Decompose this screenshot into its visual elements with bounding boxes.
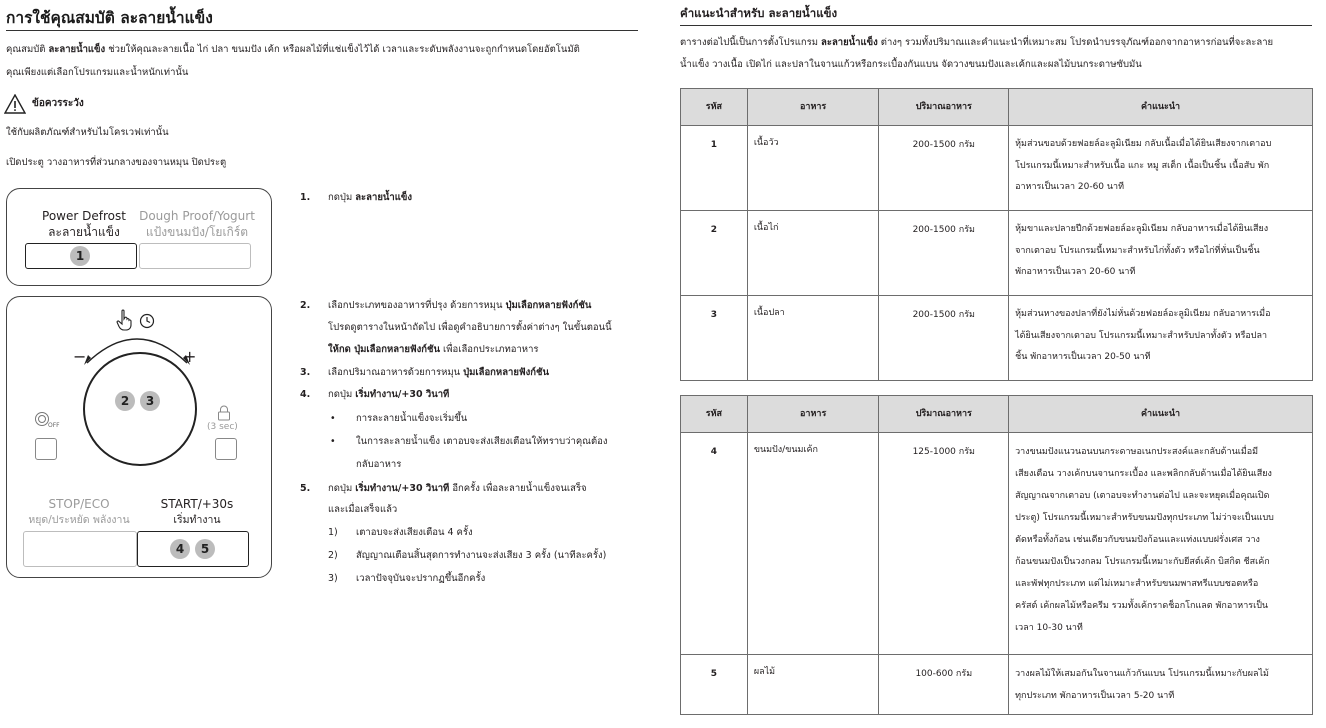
cell-code: 1 — [681, 126, 748, 211]
instruction-line: วางผลไม้ให้เสมอกันในจานแก้วกันแบน โปรแกรมนี้เหมาะกับผลไม้ — [1015, 669, 1269, 679]
col-header-code: รหัส — [681, 89, 748, 126]
instruction-line: ประตู) โปรแกรมนี้เหมาะสำหรับขนมปังทุกประเภท ไม่ว่าจะเป็นแบบ — [1015, 513, 1274, 523]
cell-instructions — [1009, 433, 1313, 655]
start-step-badge: 4 — [170, 539, 190, 559]
control-panel-dial — [6, 296, 272, 578]
cell-quantity: 200-1500 กรัม — [879, 211, 1009, 296]
off-label: OFF — [48, 422, 60, 429]
table-header-row — [681, 89, 1313, 126]
instruction-line: ชิ้น พักอาหารเป็นเวลา 20-50 นาที — [1015, 352, 1151, 362]
dough-proof-label: Dough Proof/Yogurt — [139, 209, 255, 223]
step-number: 4. — [300, 389, 311, 400]
stop-eco-label: STOP/ECO — [48, 497, 110, 511]
intro-bold: ละลายน้ำแข็ง — [821, 37, 878, 48]
cell-quantity: 100-600 กรัม — [879, 655, 1009, 715]
step-number: 1. — [300, 192, 311, 203]
lock-icon — [217, 405, 231, 421]
stop-eco-button[interactable] — [23, 531, 137, 567]
control-panel-defrost — [6, 188, 272, 286]
lock-hold-label: (3 sec) — [207, 422, 238, 432]
step-text: กดปุ่ม — [328, 389, 356, 400]
cell-code: 2 — [681, 211, 748, 296]
cell-quantity: 125-1000 กรัม — [879, 433, 1009, 655]
start-th-label: เริ่มทำงาน — [173, 514, 221, 526]
bullet-text-1: การละลายน้ำแข็งจะเริ่มขึ้น — [356, 413, 468, 424]
instruction-line: จากเตาอบ โปรแกรมนี้เหมาะสำหรับไก่ทั้งตัว หรือไก่ที่หั่นเป็นชิ้น — [1015, 245, 1260, 256]
stop-eco-th-label: หยุด/ประหยัด พลังงาน — [28, 514, 130, 526]
defrost-table-1 — [680, 88, 1313, 381]
instruction-line: ครัสต์ เค้กผลไม้หรือครีม รวมทั้งเค้กราดช็อกโกแลต พักอาหารเป็น — [1015, 601, 1269, 611]
step-number: 5. — [300, 483, 311, 494]
step-text: เลือกปริมาณอาหารด้วยการหมุน — [328, 367, 464, 378]
col-header-food: อาหาร — [747, 396, 879, 433]
cell-food: เนื้อปลา — [747, 296, 879, 381]
step-4-text — [328, 387, 449, 403]
section-divider — [680, 25, 1312, 26]
cell-quantity: 200-1500 กรัม — [879, 296, 1009, 381]
table-row — [681, 211, 1313, 296]
sub-number: 1) — [328, 527, 338, 538]
dough-proof-button[interactable] — [139, 243, 251, 269]
power-defrost-th-label: ละลายน้ำแข็ง — [48, 225, 120, 239]
step-text: เพื่อเลือกประเภทอาหาร — [440, 344, 539, 355]
intro-line-2: คุณเพียงแต่เลือกโปรแกรมและน้ำหนักเท่านั้น — [6, 67, 189, 78]
start-label: START/+30s — [160, 497, 234, 511]
instruction-line: อาหารเป็นเวลา 20-60 นาที — [1015, 182, 1125, 192]
table-row — [681, 655, 1313, 715]
instruction-line: ทุกประเภท พักอาหารเป็นเวลา 5-20 นาที — [1015, 691, 1175, 701]
step-5-line-1 — [328, 481, 587, 497]
power-defrost-button[interactable] — [25, 243, 137, 269]
col-header-instructions: คำแนะนำ — [1009, 89, 1313, 126]
instruction-line: ตัดหรือทั้งก้อน เช่นเดียวกับขนมปังก้อนและแท่งแบบฝรั่งเศส วาง — [1015, 535, 1260, 545]
cell-instructions — [1009, 296, 1313, 381]
multi-function-dial[interactable] — [83, 352, 197, 466]
step-bold: ปุ่มเลือกหลายฟังก์ชัน — [463, 367, 549, 378]
sub-text-2: สัญญาณเตือนสิ้นสุดการทำงานจะส่งเสียง 3 ครั้ง (นาทีละครั้ง) — [356, 550, 607, 561]
cell-food: ผลไม้ — [747, 655, 879, 715]
bullet: • — [330, 436, 336, 447]
instruction-line: หุ้มส่วนหางของปลาที่ยังไม่หั่นด้วยฟอยล์อะลูมิเนียม กลับอาหารเมื่อ — [1015, 309, 1271, 319]
col-header-instructions: คำแนะนำ — [1009, 396, 1313, 433]
step-5-line-2: และเมื่อเสร็จแล้ว — [328, 504, 398, 515]
step-badge: 1 — [70, 246, 90, 266]
step-bold: ปุ่มเลือกหลายฟังก์ชัน — [505, 300, 592, 311]
step-number: 2. — [300, 300, 311, 311]
bullet-text-2b: กลับอาหาร — [356, 459, 402, 470]
cell-code: 5 — [681, 655, 748, 715]
dial-step-badge: 3 — [140, 391, 160, 411]
child-lock-button[interactable] — [215, 438, 237, 460]
cell-quantity: 200-1500 กรัม — [879, 126, 1009, 211]
col-header-food: อาหาร — [747, 89, 879, 126]
sub-text-1: เตาอบจะส่งเสียงเตือน 4 ครั้ง — [356, 527, 473, 538]
dial-step-badge: 2 — [115, 391, 135, 411]
cell-instructions — [1009, 211, 1313, 296]
intro-line-1 — [6, 42, 580, 58]
section-title: คำแนะนำสำหรับ ละลายน้ำแข็ง — [680, 6, 838, 20]
sub-number: 3) — [328, 573, 338, 584]
step-bold: เริ่มทำงาน/+30 วินาที — [355, 483, 450, 494]
instruction-line: โปรแกรมนี้เหมาะสำหรับเนื้อ แกะ หมู สเต็ก เนื้อเป็นชิ้น เนื้อสับ พัก — [1015, 160, 1270, 171]
start-step-badge: 5 — [195, 539, 215, 559]
step-2-line-1 — [328, 298, 591, 314]
step-1-text — [328, 190, 412, 206]
cell-food: ขนมปัง/ขนมเค้ก — [747, 433, 879, 655]
table-intro-line-1 — [680, 35, 1273, 51]
bullet: • — [330, 413, 336, 424]
col-header-code: รหัส — [681, 396, 748, 433]
instruction-line: พักอาหารเป็นเวลา 20-60 นาที — [1015, 267, 1136, 277]
step-bold: เริ่มทำงาน/+30 วินาที — [355, 389, 450, 400]
step-bold: ให้กด ปุ่มเลือกหลายฟังก์ชัน — [328, 344, 440, 355]
instruction-line: สัญญาณจากเตาอบ (เตาอบจะทำงานต่อไป และจะหยุดเมื่อคุณเปิด — [1015, 491, 1270, 501]
table-row — [681, 433, 1313, 655]
table-header-row — [681, 396, 1313, 433]
step-3-text — [328, 365, 549, 381]
step-2-line-2: โปรดดูตารางในหน้าถัดไป เพื่อดูคำอธิบายการตั้งค่าต่างๆ ในขั้นตอนนี้ — [328, 322, 612, 333]
title-divider — [6, 30, 638, 31]
table-row — [681, 126, 1313, 211]
instruction-line: เวลา 10-30 นาที — [1015, 623, 1083, 633]
intro-bold: ละลายน้ำแข็ง — [48, 44, 106, 55]
cell-code: 3 — [681, 296, 748, 381]
caution-line-2: เปิดประตู วางอาหารที่ส่วนกลางของจานหมุน ปิดประตู — [6, 157, 227, 168]
step-2-line-3 — [328, 342, 539, 358]
table-row — [681, 296, 1313, 381]
step-text: กดปุ่ม — [328, 483, 356, 494]
intro-text-rest: ช่วยให้คุณละลายเนื้อ ไก่ ปลา ขนมปัง เค้ก หรือผลไม้ที่แช่แข็งไว้ได้ เวลาและระดับพลังงานจะถูกกำหนดโดยอัตโนมัติ — [105, 44, 580, 55]
caution-title: ข้อควรระวัง — [32, 98, 84, 109]
power-defrost-label: Power Defrost — [42, 209, 126, 223]
dough-proof-th-label: แป้งขนมปัง/โยเกิร์ต — [145, 225, 249, 239]
defrost-table-2 — [680, 395, 1313, 715]
intro-text-rest: ต่างๆ รวมทั้งปริมาณและคำแนะนำที่เหมาะสม โปรดนำบรรจุภัณฑ์ออกจากอาหารก่อนที่จะละลาย — [877, 37, 1274, 48]
step-text-rest: อีกครั้ง เพื่อละลายน้ำแข็งจนเสร็จ — [449, 483, 587, 494]
col-header-quantity: ปริมาณอาหาร — [879, 89, 1009, 126]
plus-sign: + — [183, 347, 197, 366]
cell-instructions — [1009, 126, 1313, 211]
sub-number: 2) — [328, 550, 338, 561]
start-button[interactable] — [137, 531, 249, 567]
sub-text-3: เวลาปัจจุบันจะปรากฏขึ้นอีกครั้ง — [356, 573, 486, 584]
table-intro-line-2: น้ำแข็ง วางเนื้อ เปิดไก่ และปลาในจานแก้วหรือกระเบื้องกันแบน จัดวางขนมปังและเค้กและผลไม้บนกระดาษซับมัน — [680, 59, 1142, 70]
caution-line-1: ใช้กับผลิตภัณฑ์สำหรับไมโครเวฟเท่านั้น — [6, 127, 169, 138]
instruction-line: และพัฟทุกประเภท แต่ไม่เหมาะสำหรับขนมพาสทรีแบบชอตหรือ — [1015, 579, 1259, 589]
instruction-line: ได้ยินเสียงจากเตาอบ โปรแกรมนี้เหมาะสำหรับปลาทั้งตัว หรือปลา — [1015, 330, 1268, 341]
step-text: กดปุ่ม — [328, 192, 356, 203]
eco-off-icon — [34, 411, 62, 433]
step-text: เลือกประเภทของอาหารที่ปรุง ด้วยการหมุน — [328, 300, 506, 311]
cell-food: เนื้อวัว — [747, 126, 879, 211]
page-title: การใช้คุณสมบัติ ละลายน้ำแข็ง — [6, 9, 213, 27]
instruction-line: เสียงเตือน วางเค้กบนจานกระเบื้อง และพลิกกลับด้านเมื่อได้ยินเสียง — [1015, 469, 1272, 479]
intro-text: คุณสมบัติ — [6, 44, 49, 55]
instruction-line: หุ้มขาและปลายปีกด้วยฟอยล์อะลูมิเนียม กลับอาหารเมื่อได้ยินเสียง — [1015, 224, 1269, 234]
cell-code: 4 — [681, 433, 748, 655]
instruction-line: วางขนมปังแนวนอนบนกระดาษอเนกประสงค์และกลับด้านเมื่อมี — [1015, 447, 1259, 457]
col-header-quantity: ปริมาณอาหาร — [879, 396, 1009, 433]
step-number: 3. — [300, 367, 311, 378]
bullet-text-2a: ในการละลายน้ำแข็ง เตาอบจะส่งเสียงเตือนให้ทราบว่าคุณต้อง — [356, 436, 608, 447]
cell-instructions — [1009, 655, 1313, 715]
instruction-line: หุ้มส่วนขอบด้วยฟอยล์อะลูมิเนียม กลับเนื้อเมื่อได้ยินเสียงจากเตาอบ — [1015, 139, 1272, 149]
intro-text: ตารางต่อไปนี้เป็นการตั้งโปรแกรม — [680, 37, 822, 48]
warning-icon — [4, 94, 26, 114]
eco-off-button[interactable] — [35, 438, 57, 460]
cell-food: เนื้อไก่ — [747, 211, 879, 296]
minus-sign: − — [73, 347, 87, 366]
step-bold: ละลายน้ำแข็ง — [355, 192, 412, 203]
instruction-line: ก้อนขนมปังเป็นวงกลม โปรแกรมนี้เหมาะกับยีสต์เค้ก บิสกิต ชีสเค้ก — [1015, 557, 1270, 567]
